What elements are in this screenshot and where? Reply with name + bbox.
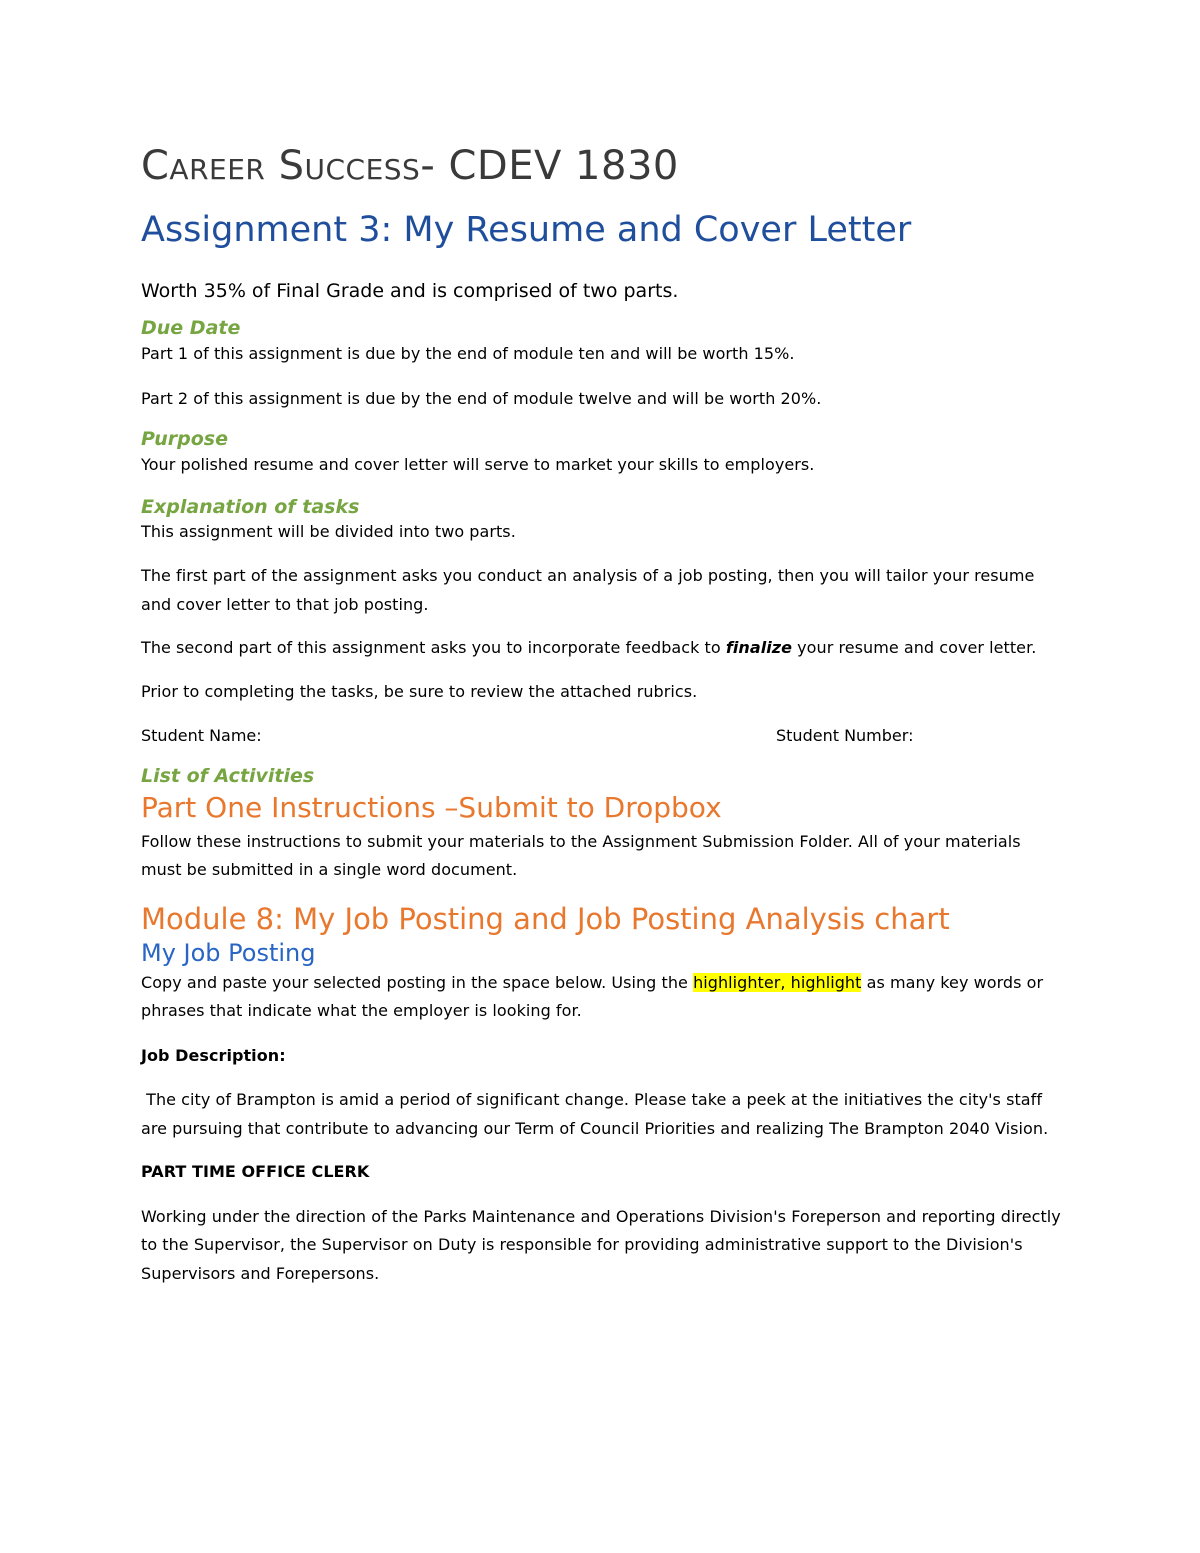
worth-statement: Worth 35% of Final Grade and is comprised of two parts. xyxy=(141,280,679,302)
instructions-before: Copy and paste your selected posting in the space below. Using the xyxy=(141,972,694,992)
purpose-text: Your polished resume and cover letter will serve to market your skills to employers. xyxy=(141,455,815,474)
job-description-text: The city of Brampton is amid a period of significant change. Please take a peek at the initiatives the city's staff are pursuing that contribute to advancing our Term of Council Priorities and realizing The Brampton 2040 Vision. xyxy=(141,1090,1049,1138)
due-date-part2: Part 2 of this assignment is due by the end of module twelve and will be worth 20%. xyxy=(141,388,822,408)
explanation-p3 xyxy=(141,634,1061,663)
my-job-posting-heading: My Job Posting xyxy=(141,938,316,967)
job-description-label: Job Description: xyxy=(141,1045,286,1065)
document-body xyxy=(141,138,1061,1288)
explanation-p3-emphasis: finalize xyxy=(725,638,793,657)
job-title: PART TIME OFFICE CLERK xyxy=(141,1162,370,1181)
assignment-title: Assignment 3: My Resume and Cover Letter xyxy=(141,210,912,250)
explanation-p4: Prior to completing the tasks, be sure to review the attached rubrics. xyxy=(141,681,698,701)
job-posting-instructions xyxy=(141,969,1061,1026)
part-one-heading: Part One Instructions –Submit to Dropbox xyxy=(141,790,722,824)
job-text: Working under the direction of the Parks Maintenance and Operations Division's Foreperson and reporting directly to the Supervisor, the Supervisor on Duty is responsible for providing administrative support to the Division's Supervisors and Forepersons. xyxy=(141,1206,1061,1283)
due-date-heading: Due Date xyxy=(141,317,241,339)
explanation-p3-before: The second part of this assignment asks you to incorporate feedback to xyxy=(141,638,726,657)
highlighted-text: highlighter, highlight xyxy=(693,972,862,992)
student-name-label: Student Name: xyxy=(141,726,262,745)
module8-heading: Module 8: My Job Posting and Job Posting Analysis chart xyxy=(141,901,950,936)
course-title: Career Success- CDEV 1830 xyxy=(141,143,679,189)
activities-heading: List of Activities xyxy=(141,764,315,787)
part-one-text: Follow these instructions to submit your materials to the Assignment Submission Folder. All of your materials must be submitted in a single word document. xyxy=(141,831,1021,879)
explanation-p2: The first part of the assignment asks you conduct an analysis of a job posting, then you will tailor your resume and cover letter to that job posting. xyxy=(141,566,1035,614)
explanation-p1: This assignment will be divided into two parts. xyxy=(141,521,516,541)
student-info-row xyxy=(141,722,1061,751)
due-date-part1: Part 1 of this assignment is due by the end of module ten and will be worth 15%. xyxy=(141,344,795,363)
student-number-label: Student Number: xyxy=(776,726,914,745)
purpose-heading: Purpose xyxy=(141,428,228,450)
explanation-heading: Explanation of tasks xyxy=(141,495,360,518)
instructions-after: as many key words or phrases that indicate what the employer is looking for. xyxy=(141,972,1044,1020)
explanation-p3-after: your resume and cover letter. xyxy=(792,638,1037,657)
